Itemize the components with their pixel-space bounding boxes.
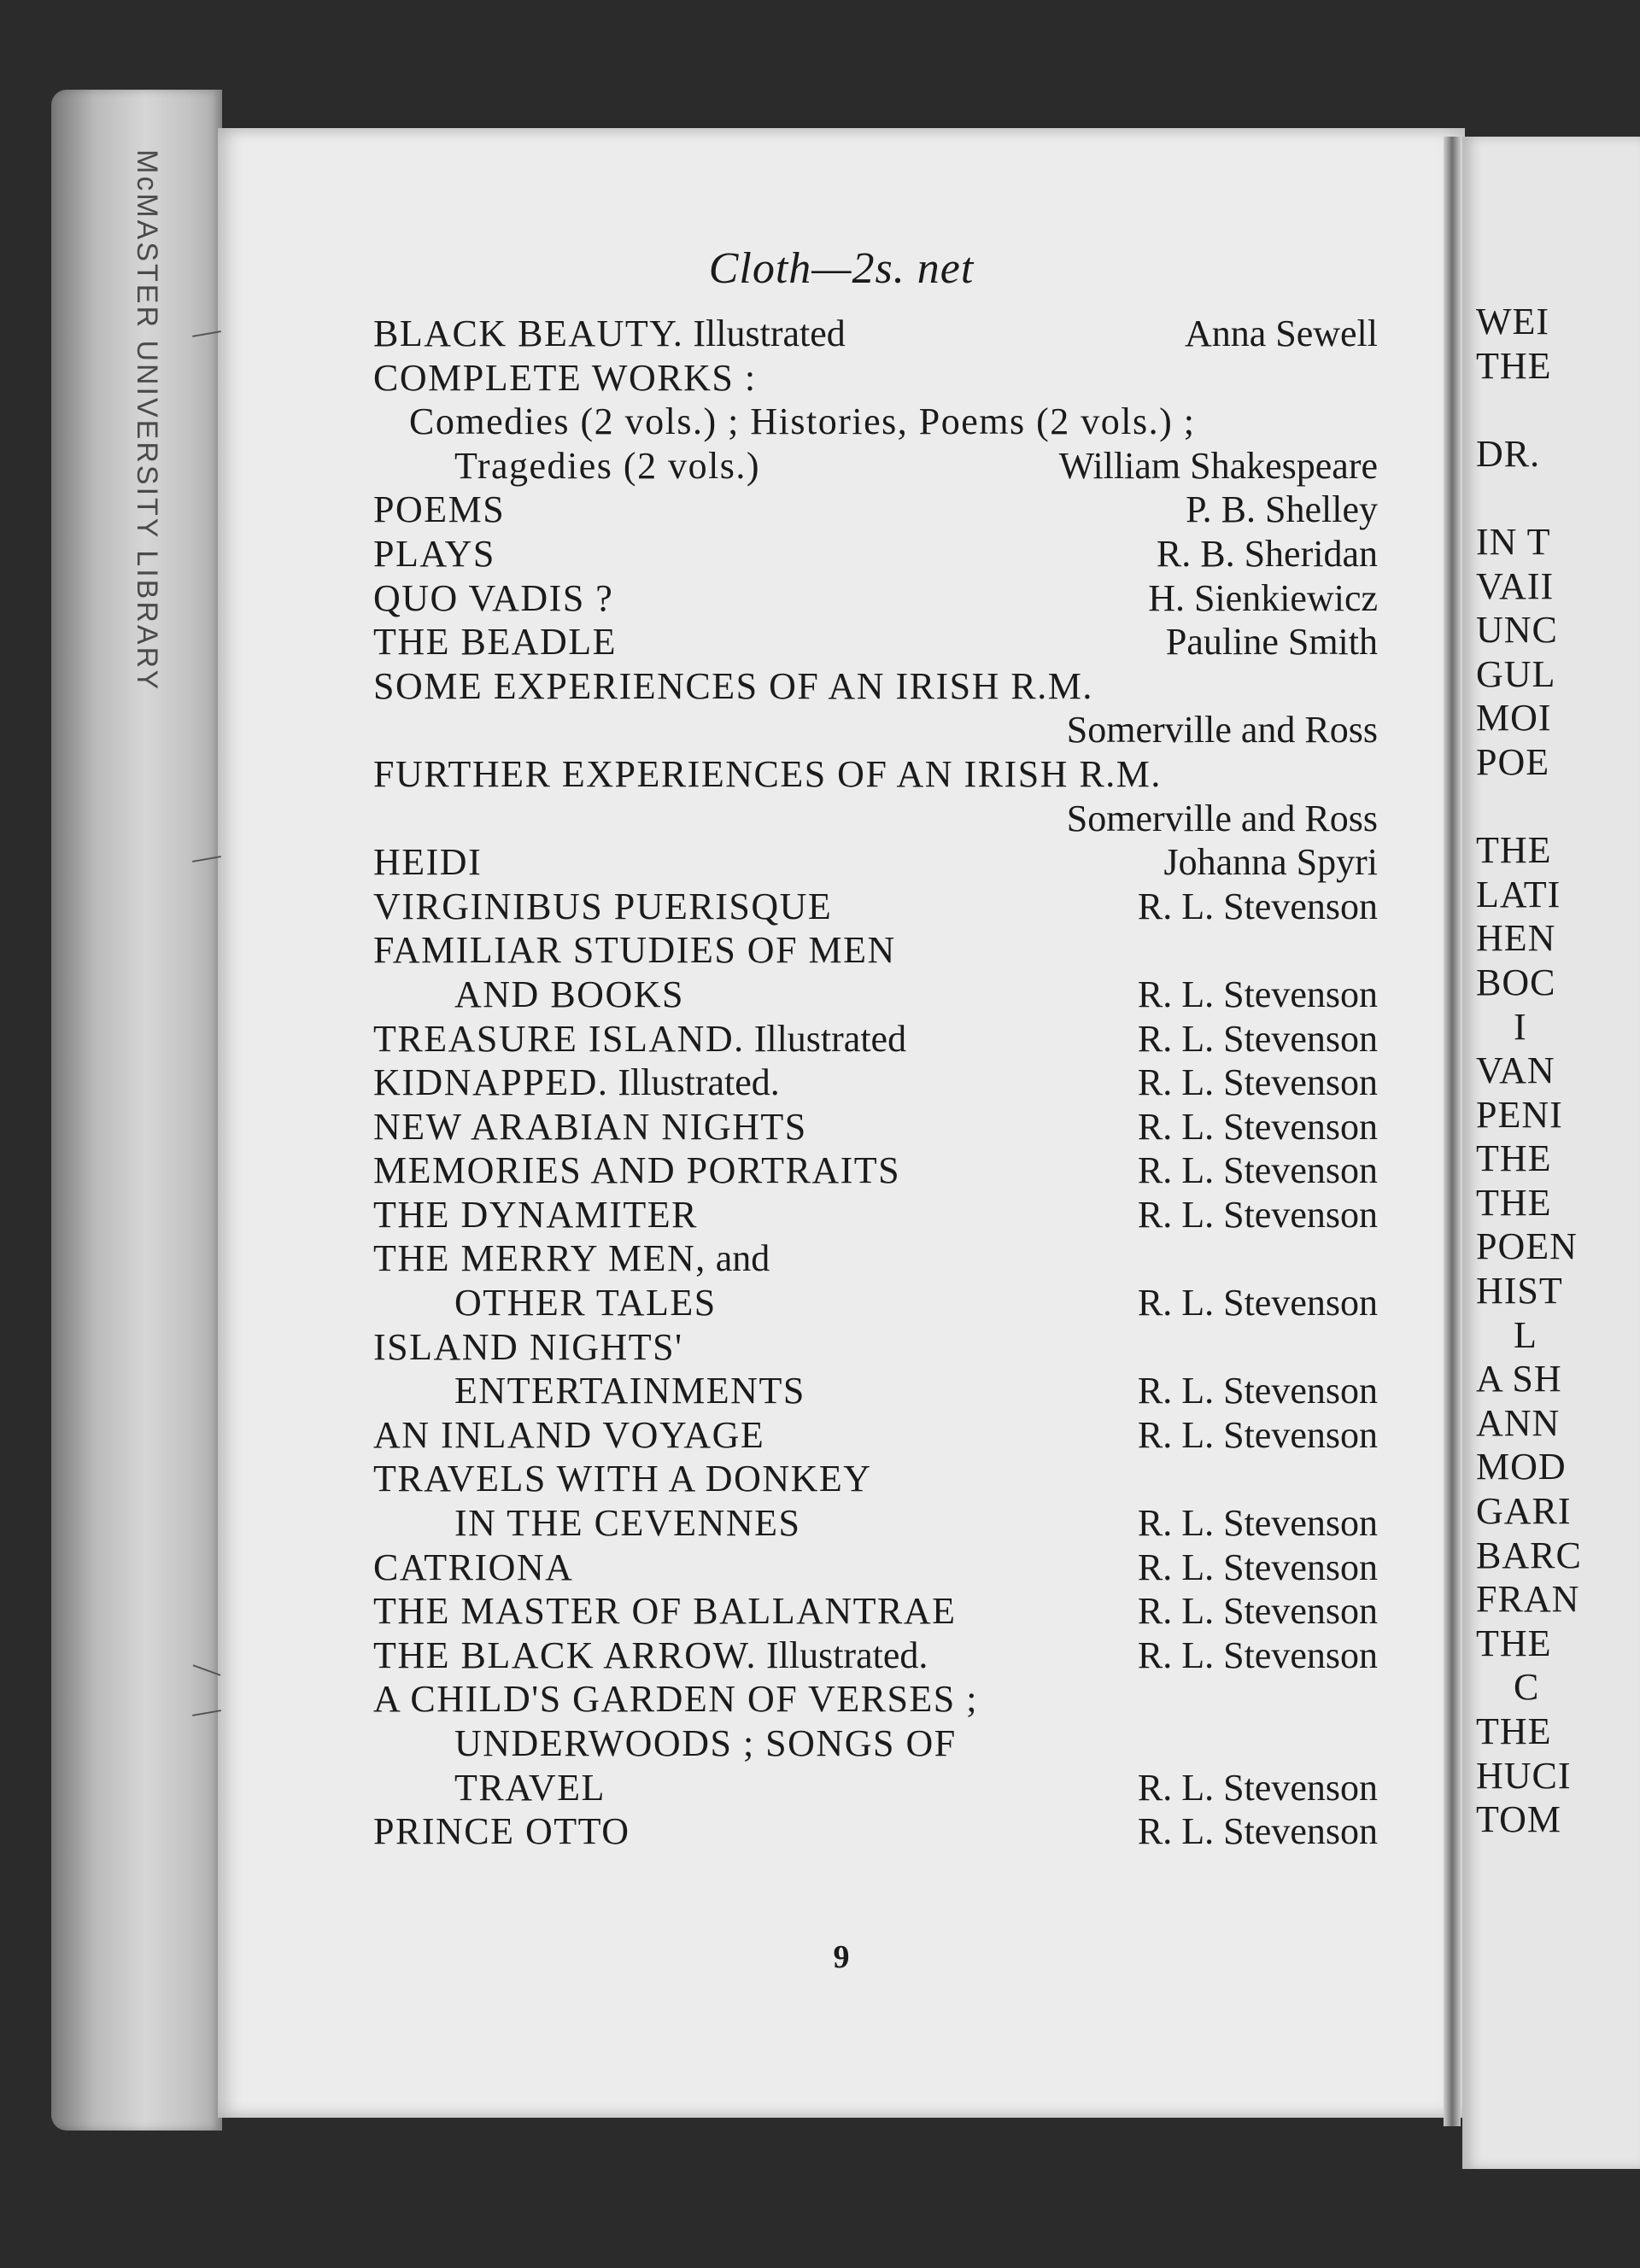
right-page-line: THE [1476, 1181, 1552, 1224]
catalog-entry [373, 1236, 1378, 1281]
entry-author: Somerville and Ross [1066, 709, 1378, 751]
left-page [218, 128, 1465, 2118]
entry-title-text: ISLAND NIGHTS' [373, 1325, 683, 1368]
entry-title-text: NEW ARABIAN NIGHTS [373, 1105, 807, 1148]
right-page-line [1476, 785, 1638, 829]
entry-author: R. B. Sheridan [1156, 532, 1378, 575]
entry-title-text: IN THE CEVENNES [454, 1502, 801, 1545]
right-page-line [1476, 388, 1638, 432]
entry-author: R. L. Stevenson [1137, 1413, 1378, 1456]
catalog-entry [373, 1017, 1378, 1061]
entry-title [373, 1105, 807, 1149]
catalog-entry [373, 532, 1378, 576]
entry-author: Pauline Smith [1165, 621, 1378, 663]
right-page-line: GUL [1476, 652, 1556, 695]
right-page-line: LATI [1476, 873, 1561, 915]
right-page-line: I [1514, 1005, 1527, 1048]
catalog-entry [373, 1677, 1378, 1721]
right-page-line: THE [1476, 1710, 1552, 1752]
catalog-entry [373, 400, 1378, 444]
entry-title-text: CATRIONA [373, 1546, 574, 1588]
catalog-entry [373, 708, 1378, 752]
entry-title [373, 1809, 630, 1854]
catalog-entry [373, 1193, 1378, 1237]
entry-author: Anna Sewell [1184, 313, 1378, 354]
entry-title-text: TRAVELS WITH A DONKEY [373, 1458, 872, 1500]
entry-title [373, 1413, 764, 1458]
right-page-line [1476, 476, 1638, 520]
entry-title-text: THE BEADLE [373, 621, 618, 663]
entry-title [373, 840, 482, 885]
catalog-entry [373, 1766, 1378, 1810]
entry-title-text: SOME EXPERIENCES OF AN IRISH R.M. [373, 664, 1093, 707]
entry-title [373, 1149, 900, 1193]
catalog-entry [373, 885, 1378, 929]
entry-title-text: THE MASTER OF BALLANTRAE [373, 1590, 957, 1633]
catalog-entry [373, 1281, 1378, 1325]
entry-title-text: QUO VADIS ? [373, 576, 614, 619]
entry-title [373, 1457, 872, 1501]
right-page-line: THE [1476, 829, 1552, 872]
entry-title [373, 1634, 928, 1678]
entry-title [454, 444, 760, 488]
right-page-partial [1462, 137, 1640, 2169]
entry-author: R. L. Stevenson [1137, 1502, 1378, 1545]
catalog-entry [373, 1634, 1378, 1678]
catalog-entry [373, 1325, 1378, 1370]
entry-title-text: Comedies (2 vols.) ; Histories, Poems (2 vols.) ; [409, 400, 1196, 443]
entry-title [373, 488, 505, 532]
entry-author: Johanna Spyri [1163, 841, 1378, 884]
entry-title [373, 312, 846, 356]
catalog-entry [373, 797, 1378, 841]
catalog-entry [373, 1721, 1378, 1766]
entry-author: William Shakespeare [1058, 444, 1378, 487]
catalog-entry [373, 840, 1378, 885]
entry-title-text: FAMILIAR STUDIES OF MEN [373, 929, 896, 972]
right-page-line: HEN [1476, 917, 1556, 960]
entry-title-text: HEIDI [373, 841, 483, 884]
right-page-list [1476, 300, 1638, 1842]
entry-title [373, 620, 617, 664]
entry-title [373, 1061, 780, 1105]
right-page-line: POE [1476, 740, 1550, 783]
right-page-line: VAN [1476, 1049, 1555, 1092]
entry-title-text: AND BOOKS [454, 973, 684, 1015]
entry-title [373, 1236, 770, 1281]
catalog-entry [373, 576, 1378, 621]
catalog-entry [373, 1369, 1378, 1413]
entry-title [373, 1325, 683, 1370]
right-page-line: MOI [1476, 697, 1552, 739]
entry-title [373, 1677, 978, 1721]
entry-title-text: TREASURE ISLAND. [373, 1017, 745, 1060]
entry-title [373, 752, 1162, 797]
entry-title [454, 1369, 805, 1413]
entry-author: R. L. Stevenson [1137, 1810, 1378, 1853]
right-page-line: HUCI [1476, 1754, 1572, 1797]
entry-author: Somerville and Ross [1066, 797, 1378, 839]
right-page-line: L [1514, 1313, 1538, 1356]
right-page-line: UNC [1476, 609, 1558, 652]
entry-author: R. L. Stevenson [1137, 1105, 1378, 1148]
catalog-entry [373, 664, 1378, 709]
entry-title-text: VIRGINIBUS PUERISQUE [373, 885, 833, 927]
entry-note: and [706, 1237, 770, 1280]
catalog-entry [373, 444, 1378, 488]
entry-title [373, 356, 757, 400]
right-page-line: GARI [1476, 1490, 1572, 1533]
entry-title-text: PRINCE OTTO [373, 1810, 630, 1853]
entry-title [373, 1589, 957, 1634]
entry-author: R. L. Stevenson [1137, 885, 1378, 927]
catalog-entry [373, 620, 1378, 664]
entry-author: R. L. Stevenson [1137, 1370, 1378, 1412]
right-page-line: VAII [1476, 564, 1555, 607]
catalog-entry [373, 1457, 1378, 1501]
entry-title [454, 1721, 957, 1766]
right-page-line: PENI [1476, 1093, 1563, 1136]
catalog-entry [373, 928, 1378, 973]
catalog-entry [373, 312, 1378, 356]
catalog-entry [373, 973, 1378, 1017]
entry-title [454, 1281, 717, 1325]
entry-note: Illustrated [744, 1017, 907, 1060]
right-page-line: POEN [1476, 1225, 1578, 1268]
entry-title-text: THE BLACK ARROW. [373, 1634, 757, 1676]
entry-author: R. L. Stevenson [1137, 1282, 1378, 1324]
catalog-entry [373, 356, 1378, 400]
entry-note: Illustrated. [608, 1061, 780, 1104]
page-heading: Cloth—2s. net [708, 244, 975, 293]
entry-author: H. Sienkiewicz [1148, 576, 1378, 619]
catalog-entry [373, 1546, 1378, 1590]
library-stamp: McMASTER UNIVERSITY LIBRARY [131, 149, 163, 693]
catalog-entry [373, 1589, 1378, 1634]
entry-title-text: AN INLAND VOYAGE [373, 1413, 765, 1456]
entry-title [454, 1766, 606, 1810]
right-page-line: BOC [1476, 961, 1556, 1003]
entry-author: R. L. Stevenson [1137, 1149, 1378, 1192]
right-page-line: BARC [1476, 1534, 1582, 1576]
catalog-entry [373, 1501, 1378, 1546]
entry-title-text: ENTERTAINMENTS [454, 1370, 805, 1412]
entry-title-text: POEMS [373, 488, 506, 531]
catalog-entry [373, 1809, 1378, 1854]
entry-title-text: UNDERWOODS ; SONGS OF [454, 1722, 957, 1764]
entry-author: R. L. Stevenson [1137, 1061, 1378, 1104]
entry-title [373, 928, 896, 973]
right-page-line: A SH [1476, 1358, 1562, 1400]
entry-author: R. L. Stevenson [1137, 1634, 1378, 1676]
entry-title [454, 1501, 800, 1546]
right-page-line: THE [1476, 344, 1552, 387]
catalog-entry [373, 752, 1378, 797]
entry-note: Illustrated. [756, 1634, 928, 1676]
entry-author: R. L. Stevenson [1137, 1766, 1378, 1809]
entry-title-text: PLAYS [373, 532, 495, 575]
entry-title-text: KIDNAPPED. [373, 1061, 609, 1104]
right-page-line: WEI [1476, 301, 1550, 342]
right-page-line: MOD [1476, 1446, 1567, 1488]
right-page-line: IN T [1476, 520, 1551, 563]
entry-title [409, 400, 1195, 444]
entry-title-text: TRAVEL [454, 1766, 606, 1809]
right-page-line: THE [1476, 1137, 1552, 1180]
entry-title [373, 664, 1093, 709]
entry-author: R. L. Stevenson [1137, 1193, 1378, 1236]
book-gutter [1444, 137, 1461, 2126]
right-page-line: FRAN [1476, 1578, 1580, 1621]
entry-title [373, 576, 613, 621]
right-page-line: ANN [1476, 1401, 1561, 1444]
catalog-entry [373, 1149, 1378, 1193]
catalog-entry [373, 1061, 1378, 1105]
entry-author: R. L. Stevenson [1137, 1546, 1378, 1588]
right-page-line: THE [1476, 1622, 1552, 1664]
entry-title-text: A CHILD'S GARDEN OF VERSES ; [373, 1678, 978, 1721]
entry-title-text: FURTHER EXPERIENCES OF AN IRISH R.M. [373, 752, 1162, 795]
entry-title-text: OTHER TALES [454, 1282, 717, 1324]
entry-author: P. B. Shelley [1186, 488, 1378, 531]
catalog-entry [373, 488, 1378, 532]
entry-title [373, 1546, 573, 1590]
entry-author: R. L. Stevenson [1137, 1590, 1378, 1633]
entry-title-text: COMPLETE WORKS : [373, 356, 757, 399]
entry-title-text: MEMORIES AND PORTRAITS [373, 1149, 901, 1192]
entry-title [373, 1017, 906, 1061]
catalog-list [373, 312, 1378, 1854]
right-page-line: TOM [1476, 1798, 1561, 1841]
entry-title [373, 532, 495, 576]
entry-title-text: BLACK BEAUTY. [373, 313, 684, 354]
entry-author: R. L. Stevenson [1137, 1017, 1378, 1060]
right-page-line: DR. [1476, 432, 1541, 475]
entry-title [373, 885, 832, 929]
entry-title-text: Tragedies (2 vols.) [454, 444, 761, 487]
entry-title-text: THE MERRY MEN, [373, 1237, 706, 1280]
catalog-entry [373, 1413, 1378, 1458]
entry-note: Illustrated [683, 313, 846, 354]
right-page-line: HIST [1476, 1270, 1563, 1312]
entry-title [373, 1193, 698, 1237]
entry-author: R. L. Stevenson [1137, 973, 1378, 1015]
right-page-line: C [1514, 1666, 1540, 1709]
catalog-entry [373, 1105, 1378, 1149]
page-number: 9 [833, 1939, 850, 1975]
entry-title [454, 973, 684, 1017]
entry-title-text: THE DYNAMITER [373, 1193, 699, 1236]
